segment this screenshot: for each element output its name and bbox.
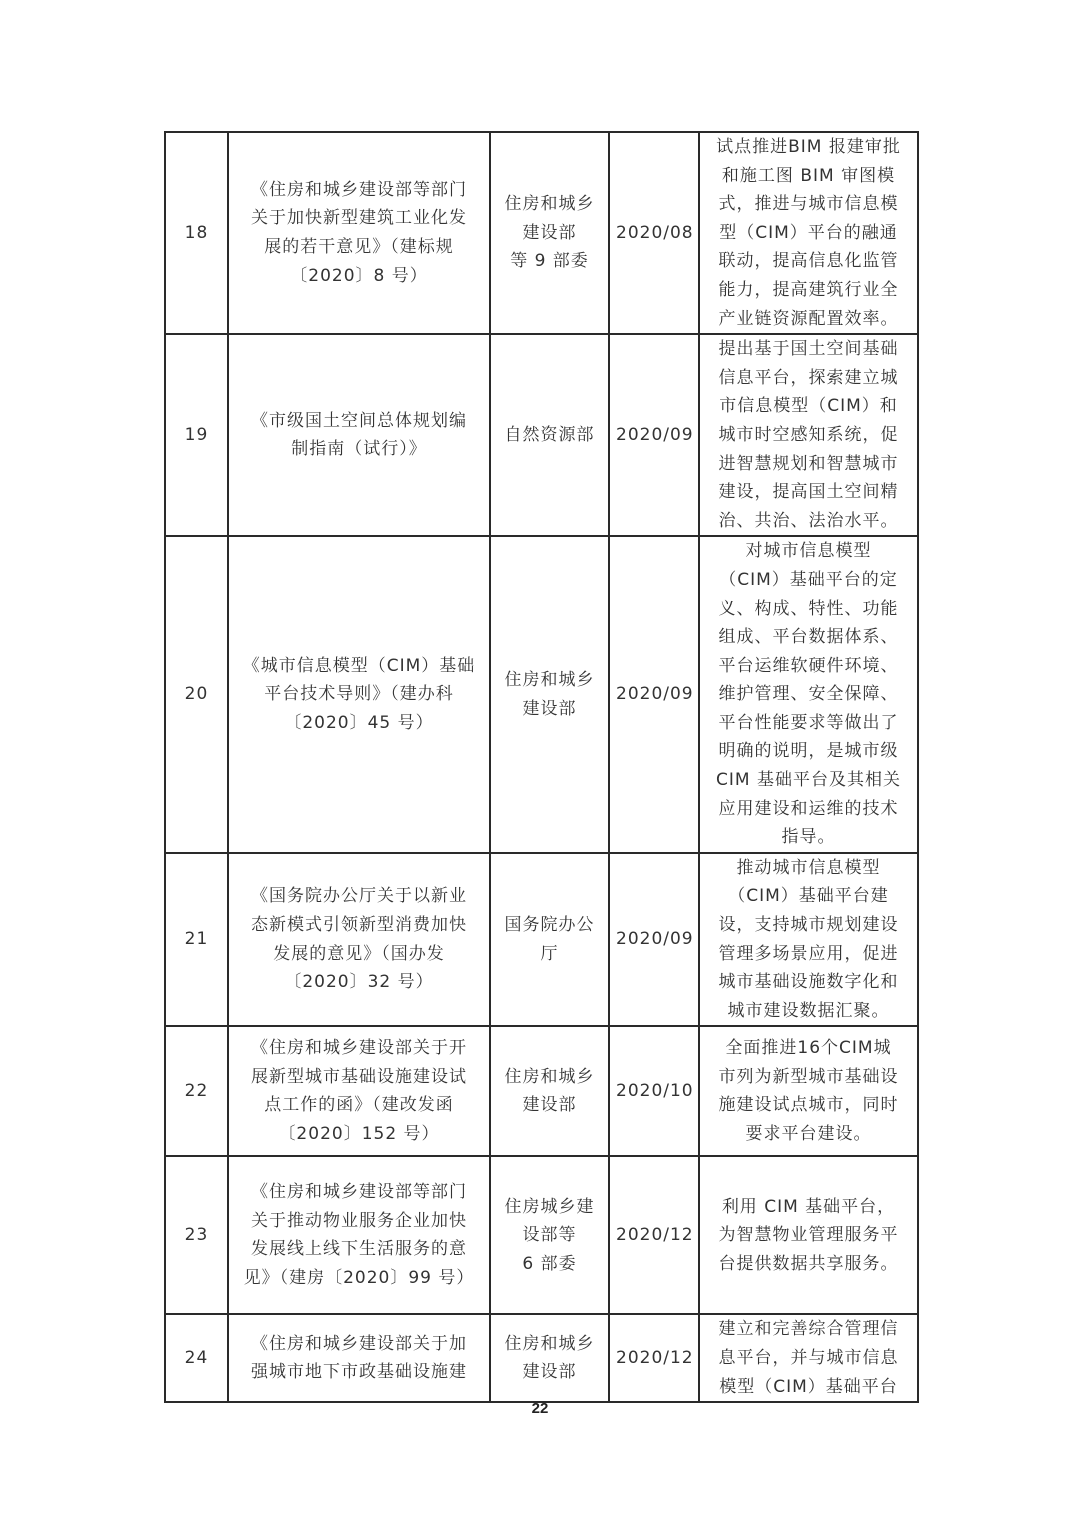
issue-date: 2020/10 bbox=[609, 1026, 699, 1156]
issuing-department: 住房和城乡 建设部 等 9 部委 bbox=[490, 132, 609, 334]
row-number: 24 bbox=[165, 1314, 228, 1402]
table-row bbox=[165, 853, 918, 1027]
issuing-department: 住房和城乡 建设部 bbox=[490, 1026, 609, 1156]
issue-date: 2020/09 bbox=[609, 536, 699, 853]
policy-title: 《住房和城乡建设部关于加 强城市地下市政基础设施建 bbox=[228, 1314, 490, 1402]
table-row bbox=[165, 1156, 918, 1314]
policy-title: 《住房和城乡建设部等部门 关于加快新型建筑工业化发 展的若干意见》（建标规 〔2020〕8 号） bbox=[228, 132, 490, 334]
policy-content: 提出基于国土空间基础 信息平台，探索建立城 市信息模型（CIM）和 城市时空感知系统，促 进智慧规划和智慧城市 建设，提高国土空间精 治、共治、法治水平。 bbox=[699, 334, 918, 536]
issuing-department: 住房和城乡 建设部 bbox=[490, 1314, 609, 1402]
issuing-department: 自然资源部 bbox=[490, 334, 609, 536]
issue-date: 2020/12 bbox=[609, 1314, 699, 1402]
row-number: 18 bbox=[165, 132, 228, 334]
policy-content: 推动城市信息模型 （CIM）基础平台建 设，支持城市规划建设 管理多场景应用，促进 城市基础设施数字化和 城市建设数据汇聚。 bbox=[699, 853, 918, 1027]
policy-title: 《市级国土空间总体规划编 制指南（试行）》 bbox=[228, 334, 490, 536]
issuing-department: 住房城乡建 设部等 6 部委 bbox=[490, 1156, 609, 1314]
policy-content: 利用 CIM 基础平台， 为智慧物业管理服务平 台提供数据共享服务。 bbox=[699, 1156, 918, 1314]
policy-content: 对城市信息模型 （CIM）基础平台的定 义、构成、特性、功能 组成、平台数据体系、 平台运维软硬件环境、 维护管理、安全保障、 平台性能要求等做出了 明确的说明，是城市级 CIM 基础平台及其相关 应用建设和运维的技术 指导。 bbox=[699, 536, 918, 853]
issue-date: 2020/09 bbox=[609, 853, 699, 1027]
table-row bbox=[165, 1314, 918, 1402]
policy-title: 《城市信息模型（CIM）基础 平台技术导则》（建办科 〔2020〕45 号） bbox=[228, 536, 490, 853]
policy-content: 建立和完善综合管理信 息平台，并与城市信息 模型（CIM）基础平台 bbox=[699, 1314, 918, 1402]
policy-title: 《住房和城乡建设部关于开 展新型城市基础设施建设试 点工作的函》（建改发函 〔2020〕152 号） bbox=[228, 1026, 490, 1156]
policy-content: 全面推进16个CIM城 市列为新型城市基础设 施建设试点城市，同时 要求平台建设。 bbox=[699, 1026, 918, 1156]
issue-date: 2020/09 bbox=[609, 334, 699, 536]
table-row bbox=[165, 536, 918, 853]
issuing-department: 国务院办公 厅 bbox=[490, 853, 609, 1027]
policy-table bbox=[164, 131, 919, 1403]
page-number: 22 bbox=[531, 1400, 549, 1417]
policy-title: 《国务院办公厅关于以新业 态新模式引领新型消费加快 发展的意见》（国办发 〔2020〕32 号） bbox=[228, 853, 490, 1027]
issuing-department: 住房和城乡 建设部 bbox=[490, 536, 609, 853]
row-number: 20 bbox=[165, 536, 228, 853]
row-number: 21 bbox=[165, 853, 228, 1027]
table-row bbox=[165, 334, 918, 536]
policy-content: 试点推进BIM 报建审批 和施工图 BIM 审图模 式，推进与城市信息模 型（CIM）平台的融通 联动，提高信息化监管 能力，提高建筑行业全 产业链资源配置效率。 bbox=[699, 132, 918, 334]
table-row bbox=[165, 1026, 918, 1156]
table-row bbox=[165, 132, 918, 334]
issue-date: 2020/12 bbox=[609, 1156, 699, 1314]
issue-date: 2020/08 bbox=[609, 132, 699, 334]
row-number: 22 bbox=[165, 1026, 228, 1156]
policy-title: 《住房和城乡建设部等部门 关于推动物业服务企业加快 发展线上线下生活服务的意 见》（建房〔2020〕99 号） bbox=[228, 1156, 490, 1314]
row-number: 23 bbox=[165, 1156, 228, 1314]
row-number: 19 bbox=[165, 334, 228, 536]
